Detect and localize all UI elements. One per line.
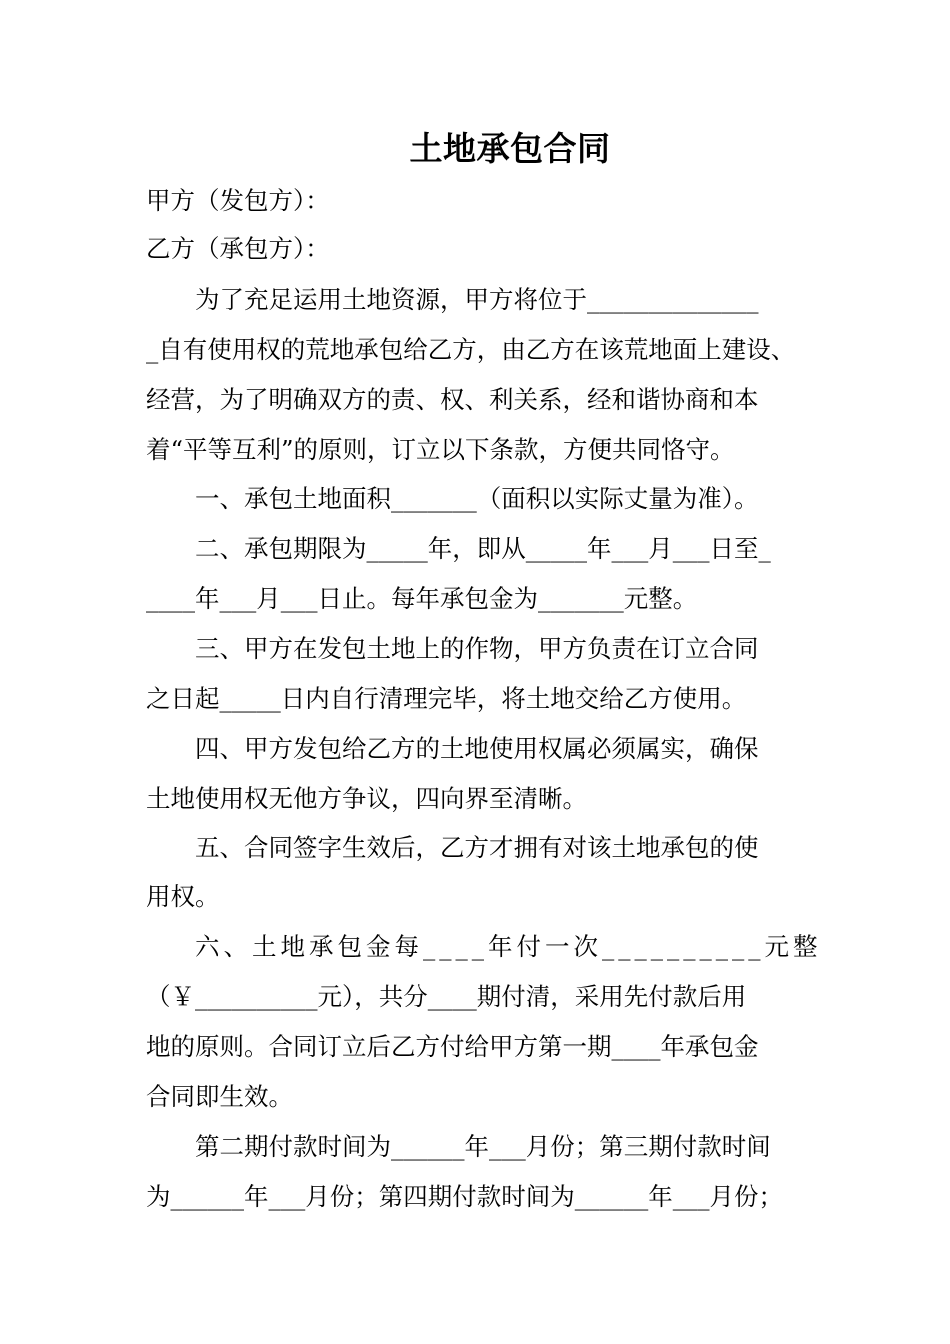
clause-6-line-1: 六、土地承包金每____年付一次__________元整 — [195, 932, 822, 961]
preamble-line-1: 为了充足运用土地资源，甲方将位于______________ — [195, 285, 759, 314]
clause-6-line-4: 合同即生效。 — [146, 1082, 293, 1111]
payment-schedule-line-1: 第二期付款时间为______年___月份；第三期付款时间 — [195, 1132, 771, 1161]
preamble-line-3: 经营，为了明确双方的责、权、利关系，经和谐协商和本 — [146, 385, 759, 414]
document-title: 土地承包合同 — [409, 129, 611, 168]
clause-2-line-2: ____年___月___日止。每年承包金为_______元整。 — [146, 584, 698, 613]
preamble-line-2: _自有使用权的荒地承包给乙方，由乙方在该荒地面上建设、 — [146, 335, 796, 364]
clause-6-line-3: 地的原则。合同订立后乙方付给甲方第一期____年承包金 — [146, 1032, 759, 1061]
preamble-line-4: 着“平等互利”的原则，订立以下条款，方便共同恪守。 — [146, 435, 735, 464]
clause-1-line-1: 一、承包土地面积_______（面积以实际丈量为准）。 — [195, 484, 759, 513]
payment-schedule-line-2: 为______年___月份；第四期付款时间为______年___月份； — [146, 1182, 783, 1211]
clause-6-line-2: （￥__________元），共分____期付清，采用先付款后用 — [146, 982, 747, 1011]
clause-5-line-2: 用权。 — [146, 882, 220, 911]
party-a-line: 甲方（发包方）： — [146, 186, 330, 215]
clause-4-line-2: 土地使用权无他方争议，四向界至清晰。 — [146, 784, 587, 813]
clause-2-line-1: 二、承包期限为_____年，即从_____年___月___日至_ — [195, 534, 771, 563]
clause-5-line-1: 五、合同签字生效后，乙方才拥有对该土地承包的使 — [195, 833, 759, 862]
clause-3-line-1: 三、甲方在发包土地上的作物，甲方负责在订立合同 — [195, 634, 759, 663]
party-b-line: 乙方（承包方）： — [146, 234, 330, 263]
clause-4-line-1: 四、甲方发包给乙方的土地使用权属必须属实，确保 — [195, 734, 759, 763]
clause-3-line-2: 之日起_____日内自行清理完毕，将土地交给乙方使用。 — [146, 684, 747, 713]
